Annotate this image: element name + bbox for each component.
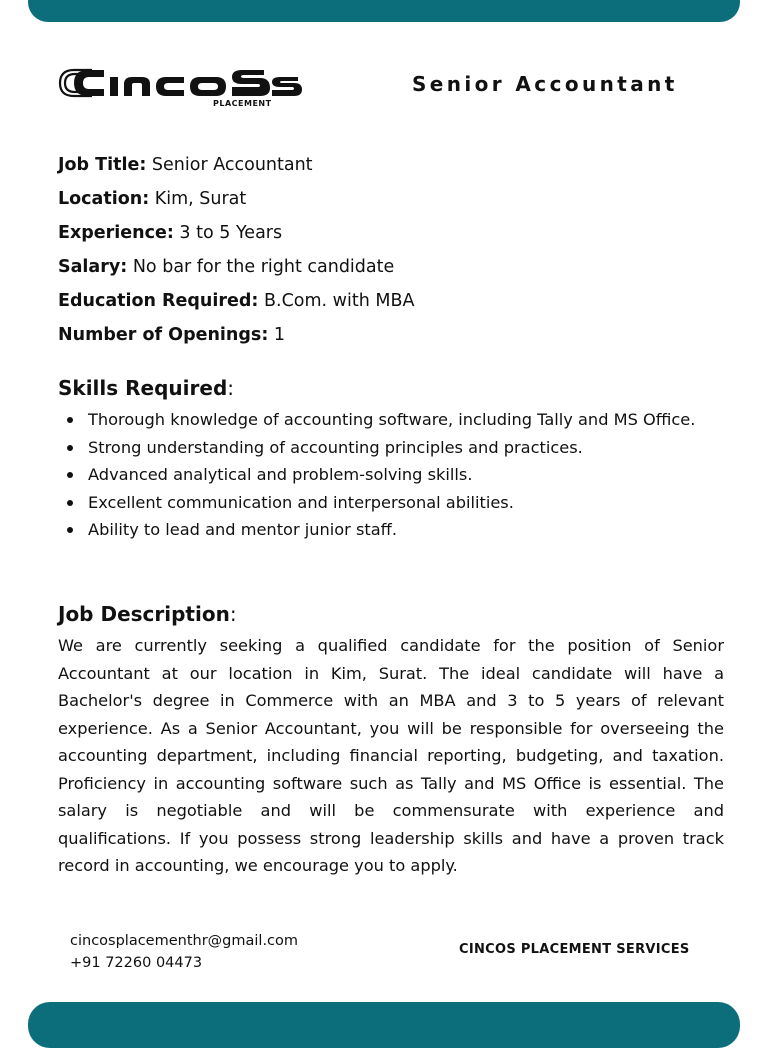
skills-heading: Skills Required: — [58, 376, 235, 400]
company-name: CINCOS PLACEMENT SERVICES — [459, 942, 690, 957]
skill-item: Thorough knowledge of accounting software, including Tally and MS Office. — [58, 406, 724, 434]
cincos-logo — [58, 64, 304, 112]
detail-location — [58, 182, 738, 216]
detail-job-title — [58, 148, 738, 182]
detail-value: B.Com. with MBA — [264, 291, 415, 311]
bottom-accent-bar — [28, 1002, 740, 1048]
detail-value: Senior Accountant — [151, 155, 313, 175]
skills-list — [58, 406, 724, 544]
job-details — [58, 148, 738, 352]
detail-openings — [58, 318, 738, 352]
page-title: Senior Accountant — [412, 72, 678, 96]
job-description: We are currently seeking a qualified candidate for the position of Senior Accountant at our location in Kim, Surat. The ideal candidate will have a Bachelor's degree in Commerce with an MBA and 3 to 5 years of relevant experience. As a Senior Accountant, you will be responsible for overseeing the accounting department, including financial reporting, budgeting, and taxation. Proficiency in accounting software such as Tally and MS Office is essential. The salary is negotiable and will be commensurate with experience and qualifications. If you possess strong leadership skills and have a proven track record in accounting, we encourage you to apply. — [58, 636, 724, 875]
detail-education — [58, 284, 738, 318]
detail-label: Job Title: — [58, 155, 147, 175]
skills-heading-text: Skills Required — [58, 376, 228, 400]
detail-label: Location: — [58, 189, 150, 209]
detail-label: Experience: — [58, 223, 174, 243]
detail-value: No bar for the right candidate — [132, 257, 395, 277]
detail-value: Kim, Surat — [154, 189, 247, 209]
detail-label: Salary: — [58, 257, 128, 277]
top-accent-bar — [28, 0, 740, 22]
detail-salary — [58, 250, 738, 284]
contact-email[interactable]: cincosplacementhr@gmail.com — [70, 933, 299, 949]
detail-value: 3 to 5 Years — [179, 223, 283, 243]
description-heading-text: Job Description — [58, 602, 230, 626]
skill-item: Advanced analytical and problem-solving skills. — [58, 461, 724, 489]
detail-experience — [58, 216, 738, 250]
skill-item: Excellent communication and interpersonal abilities. — [58, 489, 724, 517]
detail-label: Number of Openings: — [58, 325, 269, 345]
description-heading: Job Description: — [58, 602, 237, 626]
skill-item: Strong understanding of accounting principles and practices. — [58, 434, 724, 462]
cincos-logo-mark — [58, 64, 304, 104]
detail-value: 1 — [273, 325, 286, 345]
logo-tagline: PLACEMENT — [213, 99, 272, 108]
detail-label: Education Required: — [58, 291, 259, 311]
skill-item: Ability to lead and mentor junior staff. — [58, 516, 724, 544]
contact-info — [70, 930, 298, 974]
contact-phone[interactable]: +91 72260 04473 — [70, 955, 203, 971]
